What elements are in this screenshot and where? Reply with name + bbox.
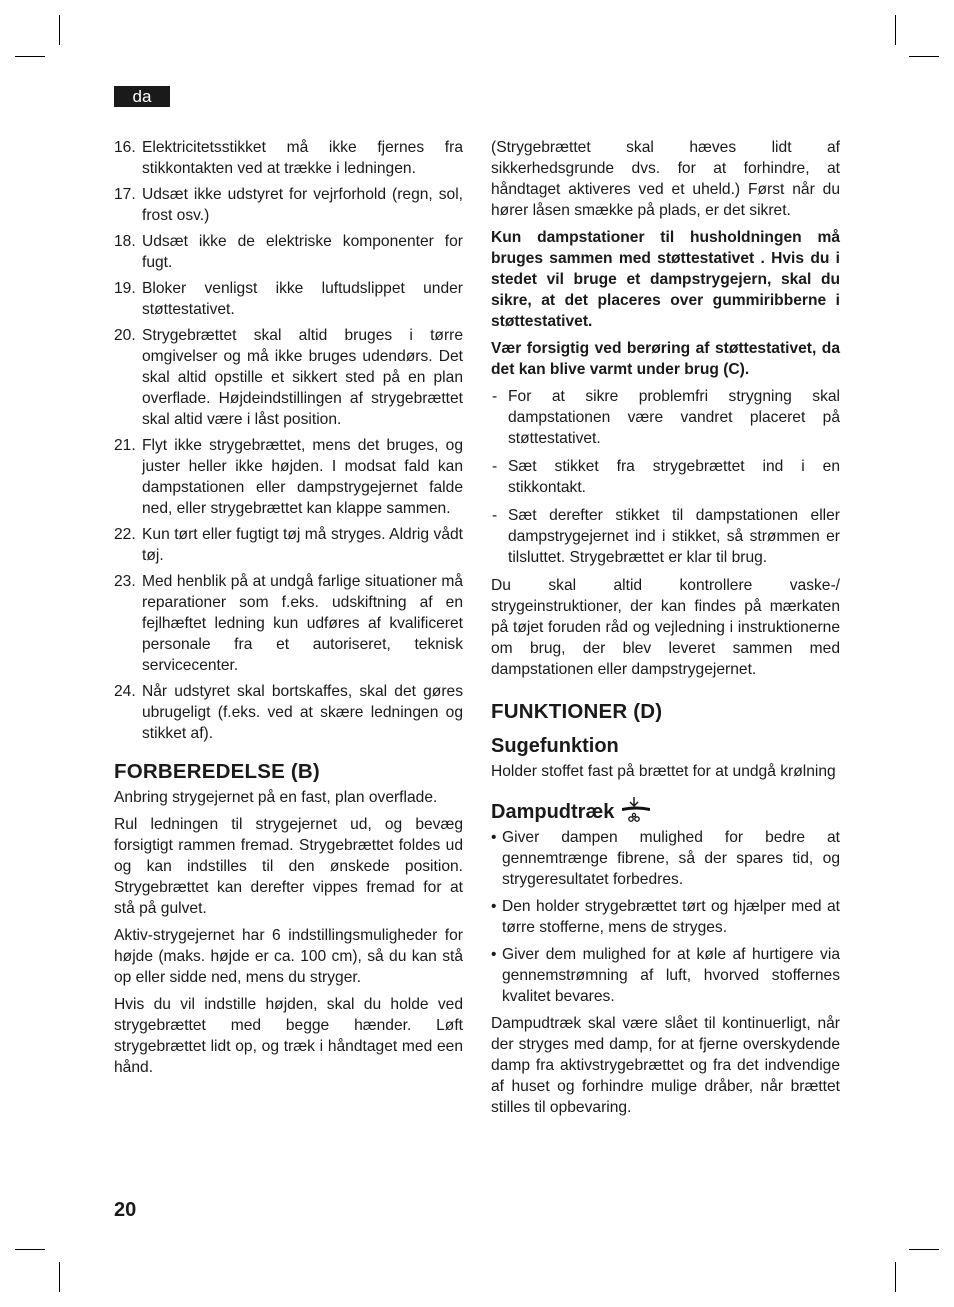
paragraph: Hvis du vil indstille højden, skal du holde ved strygebrættet med begge hænder. Løft strygebrættet lidt op, og træk i håndtaget med een hånd. (114, 996, 463, 1076)
paragraph: (Strygebrættet skal hæves lidt af sikkerhedsgrunde dvs. for at forhindre, at håndtaget aktiveres ved et uheld.) Først når du hører låsen smække på plads, er det sikret. (491, 139, 840, 219)
subheading-steam-extraction (491, 796, 840, 824)
list-item: 16. Elektricitetsstikket må ikke fjernes fra stikkontakten ved at trække i ledningen. (114, 139, 463, 177)
crop-mark (909, 1249, 939, 1250)
list-item: 18. Udsæt ikke de elektriske komponenter for fugt. (114, 233, 463, 271)
crop-mark (59, 15, 60, 45)
paragraph: Holder stoffet fast på brættet for at undgå krølning (491, 763, 836, 780)
list-item: - Sæt stikket fra strygebrættet ind i en stikkontakt. (491, 456, 840, 498)
list-item: • Giver dampen mulighed for bedre at gennemtrænge fibrene, så der spares tid, og strygeresultatet forbedres. (491, 827, 840, 890)
page-number: 20 (114, 1199, 137, 1221)
list-item: 23. Med henblik på at undgå farlige situationer må reparationer som f.eks. udskiftning af en fejlhæftet ledning kun udføres af kvalificeret personale fra et autoriseret, teknisk servicecenter. (114, 573, 463, 674)
crop-mark (59, 1262, 60, 1292)
warning-paragraph: Kun dampstationer til husholdningen må bruges sammen med støttestativet . Hvis du i stedet vil bruge et dampstrygejern, skal du sikre, at det placeres over gummiribberne i støttestativet. (491, 229, 840, 330)
paragraph: Dampudtræk skal være slået til kontinuerligt, når der stryges med damp, for at fjerne overskydende damp fra aktivstrygebrættet og fra det indvendige af huset og forhindre mulige dråber, når brættet stilles til opbevaring. (491, 1015, 840, 1116)
subheading-label: Dampudtræk (491, 801, 615, 823)
setup-steps-list (491, 386, 840, 568)
list-item: - Sæt derefter stikket til dampstationen eller dampstrygejernet ind i stikket, så strømmen er tilsluttet. Strygebrættet er klar til brug. (491, 505, 840, 568)
list-item: • Giver dem mulighed for at køle af hurtigere via gennemstrømning af luft, hvorved stoffernes kvalitet bevares. (491, 944, 840, 1007)
list-item: 17. Udsæt ikke udstyret for vejrforhold (regn, sol, frost osv.) (114, 186, 463, 224)
list-item: 21. Flyt ikke strygebrættet, mens det bruges, og juster heller ikke højden. I modsat fald kan dampstationen eller dampstrygejernet falde ned, eller strygebrættet kan klappe sammen. (114, 437, 463, 517)
paragraph: Du skal altid kontrollere vaske-/ strygeinstruktioner, der kan findes på mærkaten på tøjet foruden råd og vejledning i instruktionerne om brug, der blev leveret sammen med dampstationen eller dampstrygejernet. (491, 577, 840, 678)
list-item: 20. Strygebrættet skal altid bruges i tørre omgivelser og må ikke bruges udendørs. Det skal altid opstille et sikkert sted på en plan overflade. Højdeindstillingen af strygebrættet skal altid være i låst position. (114, 327, 463, 428)
crop-mark (909, 56, 939, 57)
crop-mark (895, 15, 896, 45)
list-item: 22. Kun tørt eller fugtigt tøj må stryges. Aldrig vådt tøj. (114, 526, 463, 564)
crop-mark (15, 56, 45, 57)
list-item: 24. Når udstyret skal bortskaffes, skal det gøres ubrugeligt (f.eks. ved at skære ledningen og stikket af). (114, 683, 463, 742)
paragraph: Aktiv-strygejernet har 6 indstillingsmuligheder for højde (maks. højde er ca. 100 cm), så du kan stå op eller sidde ned, mens du stryger. (114, 927, 463, 986)
safety-rules-list (114, 137, 463, 744)
paragraph: Anbring strygejernet på en fast, plan overflade. (114, 789, 438, 806)
crop-mark (15, 1249, 45, 1250)
crop-mark (895, 1262, 896, 1292)
steam-extraction-icon (620, 796, 652, 824)
right-column (491, 137, 840, 1124)
section-title-functions: FUNKTIONER (D) (491, 700, 663, 723)
section-title-preparation: FORBEREDELSE (B) (114, 760, 320, 783)
list-item: • Den holder strygebrættet tørt og hjælper med at tørre stofferne, mens de stryges. (491, 896, 840, 938)
list-item: - For at sikre problemfri strygning skal dampstationen være vandret placeret på støttestativet. (491, 386, 840, 449)
steam-benefits-list (491, 827, 840, 1007)
left-column (114, 137, 463, 1084)
warning-paragraph: Vær forsigtig ved berøring af støttestativet, da det kan blive varmt under brug (C). (491, 340, 840, 378)
paragraph: Rul ledningen til strygejernet ud, og bevæg forsigtigt rammen fremad. Strygebrættet foldes ud og kan indstilles til den ønskede position. Strygebrættet kan derefter vippes fremad for at stå på gulvet. (114, 816, 463, 917)
list-item: 19. Bloker venligst ikke luftudslippet under støttestativet. (114, 280, 463, 318)
subheading-suction: Sugefunktion (491, 735, 619, 757)
language-tab: da (114, 86, 170, 107)
